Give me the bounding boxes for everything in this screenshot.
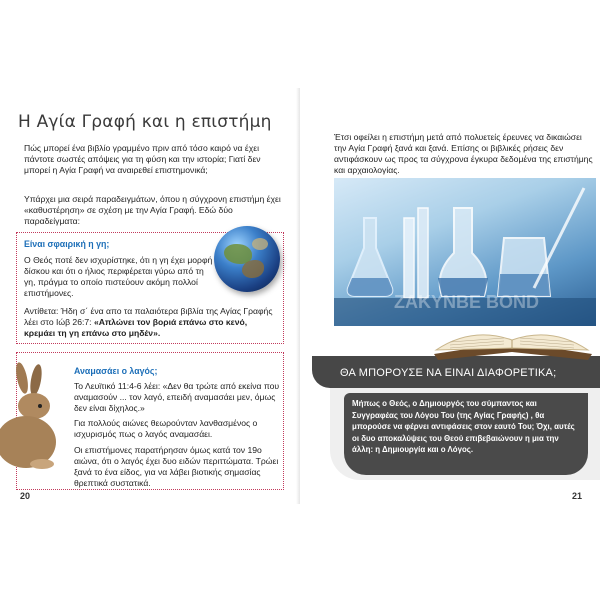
closing-statement: Μήπως ο Θεός, ο Δημιουργός του σύμπαντος και Συγγραφέας του Λόγου Του (της Αγίας Γραφής) , θα μπορούσε να φέρνει αντιφάσεις στον εαυτό Του; Όχι, αυτές οι δυο αποκαλύψεις του Θεού επιβεβαιώνουν η μια την άλλη: η Δημιουργία και ο Λόγος. <box>344 393 588 475</box>
page-title: Η Αγία Γραφή και η επιστήμη <box>18 112 272 132</box>
earth-quote-plain: Αντίθετα: Ήδη σ΄ ένα απο τα παλαιότερα βιβλία της Αγίας Γραφής λέει στο Ιώβ 26:7: <box>24 306 273 327</box>
hare-text-2: Για πολλούς αιώνες θεωρούνταν λανθασμένος ο ισχυρισμός πως ο λαγός αναμασάει. <box>74 418 258 439</box>
right-intro-paragraph: Έτσι οφείλει η επιστήμη μετά από πολυετείς έρευνες να δικαιώσει την Αγία Γραφή ξανά και ξανά. Επίσης οι βιβλικές ρήσεις δεν αντιφάσκουν ως προς τα σύγχρονα έγκυρα δεδομένα της επιστήμης και αρχαιολογίας. <box>334 132 593 175</box>
intro-paragraph-2: Υπάρχει μια σειρά παραδειγμάτων, όπου η σύγχρονη επιστήμη έχει «καθυστέρηση» σε σχέση με την Αγία Γραφή. Εδώ δύο παραδείγματα: <box>24 194 281 226</box>
lab-glassware-photo <box>334 178 596 326</box>
earth-quote <box>24 306 274 339</box>
hare-text-3: Οι επιστήμονες παρατήρησαν όμως κατά τον 19ο αιώνα, ότι ο λαγός έχει δυο ειδών περιττώματα. Τρώει ξανά το ένα είδος, για να λάβει βιοτικής σημασίας θρεπτικά συστατικά. <box>74 445 279 488</box>
hare-image <box>0 362 72 472</box>
page-number-right: 21 <box>572 491 583 501</box>
earth-text: Ο Θεός ποτέ δεν ισχυρίστηκε, ότι η γη έχει μορφή δίσκου και ότι ο ήλιος περιφέρεται γύρω από τη γη, πράγμα το οποίο πιστεύουν ακόμη πολλοί επιστήμονες. <box>24 255 213 298</box>
open-bible-image <box>428 318 598 362</box>
hare-text-1: Το Λευϊτικό 11:4-6 λέει: «Δεν θα τρώτε από εκείνα που αναμασούν ... τον λαγό, επειδή αναμασάει μεν, όμως δεν είναι δίχηλος.» <box>74 381 280 413</box>
banner-heading: ΘΑ ΜΠΟΡΟΥΣΕ ΝΑ ΕΙΝΑΙ ΔΙΑΦΟΡΕΤΙΚΑ; <box>340 367 557 379</box>
photo-watermark: ZAKYNBE BOND <box>394 292 540 312</box>
earth-globe-image <box>214 226 280 292</box>
box-title-earth: Είναι σφαιρική η γη; <box>24 239 110 249</box>
intro-paragraph: Πώς μπορεί ένα βιβλίο γραμμένο πριν από τόσο καιρό να έχει πάντοτε σωστές απόψεις για τη φύση και την ιστορία; Γιατί δεν μπορεί η Αγία Γραφή να αναιρεθεί επιστημονικά; <box>24 143 261 175</box>
earth-quote-bold: «Απλώνει τον βοριά επάνω στο κενό, κρεμάει τη γη επάνω στο μηδέν». <box>24 317 248 338</box>
page-number-left: 20 <box>20 491 31 501</box>
box-title-hare: Αναμασάει ο λαγός; <box>74 366 158 376</box>
